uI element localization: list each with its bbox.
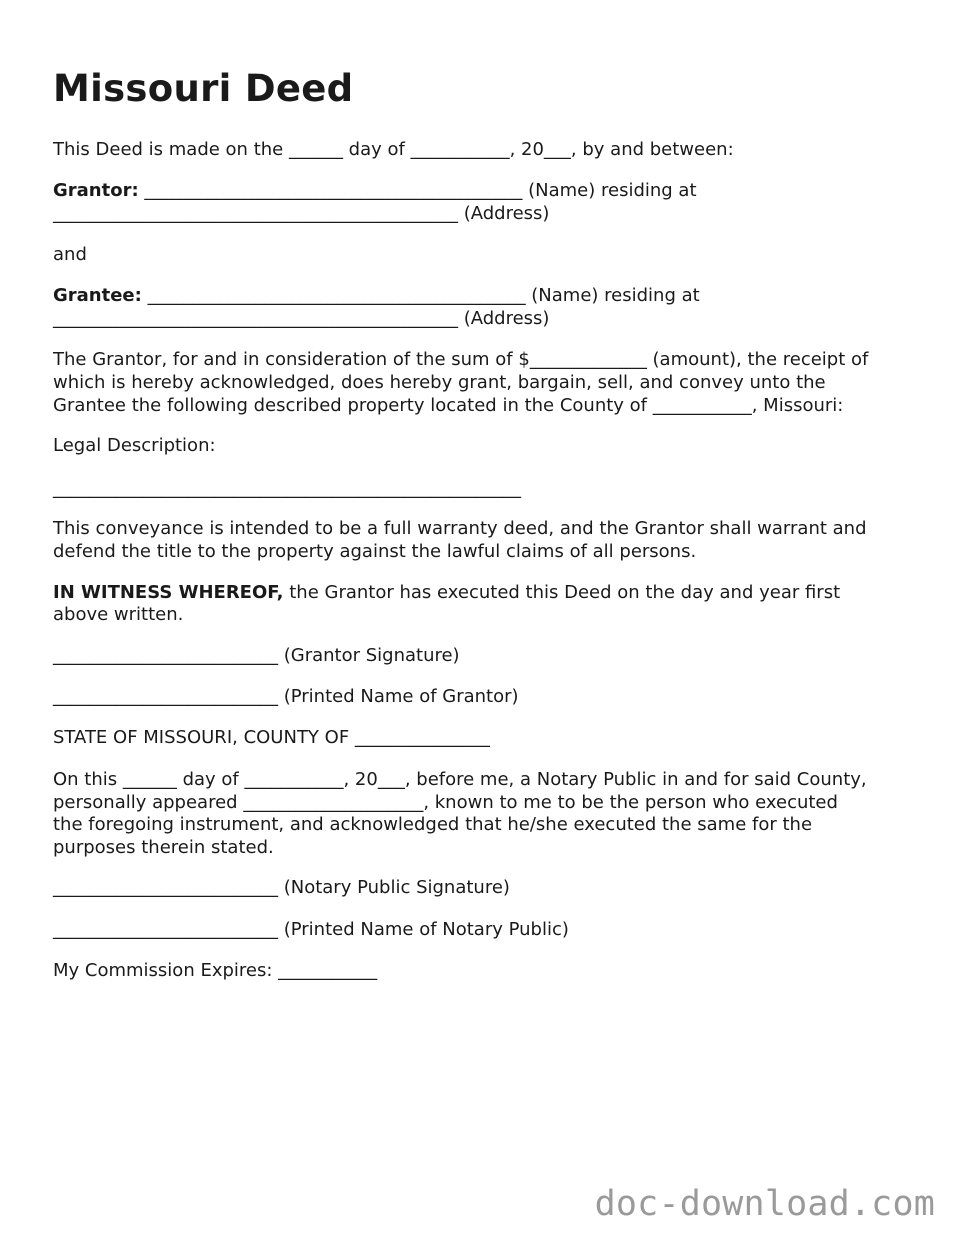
notary-line-2: personally appeared ____________________, known to me to be the person who executed — [53, 792, 838, 813]
grantee-name-line — [53, 284, 700, 307]
grantor-address-line: _____________________________________________ (Address) — [53, 203, 550, 224]
legal-description-blank: ____________________________________________________ — [53, 478, 521, 499]
consideration-line-1: The Grantor, for and in consideration of the sum of $_____________ (amount), the receipt of — [53, 349, 869, 370]
notary-printed-name-line: _________________________ (Printed Name of Notary Public) — [53, 919, 569, 940]
consideration-line-3: Grantee the following described property located in the County of ___________, Missouri: — [53, 395, 844, 416]
grantor-printed-name-line: _________________________ (Printed Name of Grantor) — [53, 686, 519, 707]
warranty-line-2: defend the title to the property against the lawful claims of all persons. — [53, 541, 697, 562]
warranty-line-1: This conveyance is intended to be a full warranty deed, and the Grantor shall warrant and — [53, 518, 867, 539]
grantor-signature-line: _________________________ (Grantor Signature) — [53, 645, 460, 666]
notary-line-1: On this ______ day of ___________, 20___, before me, a Notary Public in and for said County, — [53, 769, 867, 790]
grantor-name-blank: __________________________________________ (Name) residing at — [138, 180, 697, 201]
consideration-line-2: which is hereby acknowledged, does hereby grant, bargain, sell, and convey unto the — [53, 372, 826, 393]
grantor-name-line — [53, 179, 697, 202]
intro-paragraph: This Deed is made on the ______ day of ___________, 20___, by and between: — [53, 139, 734, 160]
state-county-line: STATE OF MISSOURI, COUNTY OF _______________ — [53, 727, 490, 748]
witness-line-2: above written. — [53, 604, 184, 625]
commission-expires-line: My Commission Expires: ___________ — [53, 960, 378, 981]
notary-line-3: the foregoing instrument, and acknowledged that he/she executed the same for the — [53, 814, 813, 835]
witness-line-1 — [53, 581, 840, 604]
grantor-label: Grantor: — [53, 180, 139, 201]
and-text: and — [53, 244, 87, 265]
witness-bold: IN WITNESS WHEREOF, — [53, 582, 284, 603]
legal-description-label: Legal Description: — [53, 435, 216, 456]
witness-rest: the Grantor has executed this Deed on the day and year first — [283, 582, 841, 603]
notary-signature-line: _________________________ (Notary Public Signature) — [53, 877, 510, 898]
grantee-label: Grantee: — [53, 285, 142, 306]
watermark: doc-download.com — [594, 1184, 935, 1224]
document-title: Missouri Deed — [53, 67, 354, 110]
grantee-address-line: _____________________________________________ (Address) — [53, 308, 550, 329]
notary-line-4: purposes therein stated. — [53, 837, 274, 858]
grantee-name-blank: __________________________________________ (Name) residing at — [141, 285, 700, 306]
